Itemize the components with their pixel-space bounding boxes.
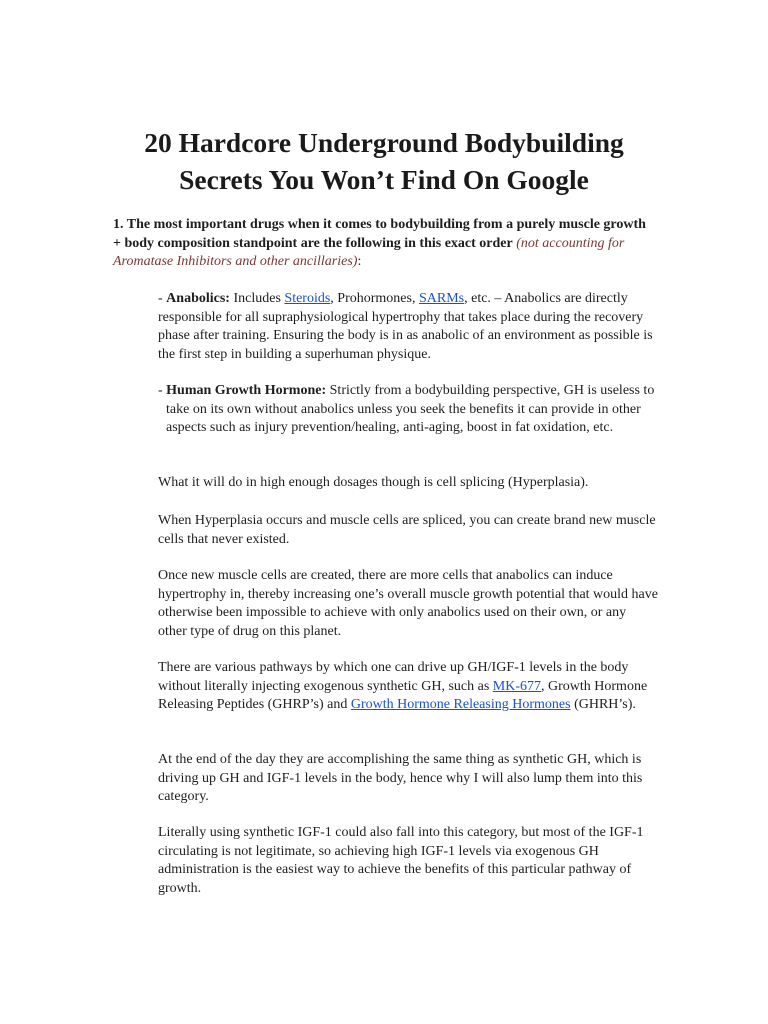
hgh-text: Strictly from a bodybuilding perspective, GH is useless to take on its own without anabolics unless you seek the benefits it can provide in other aspects such as injury prevention/healing, anti-aging, boost in fat oxidation, etc. [166, 383, 655, 435]
anabolics-text-1: Includes [229, 291, 285, 306]
hgh-term: Human Growth Hormone: [166, 383, 327, 398]
spliced-cells-paragraph: When Hyperplasia occurs and muscle cells are spliced, you can create brand new muscle cells that never existed. [158, 513, 656, 547]
anabolics-term: Anabolics: [166, 291, 230, 306]
anabolics-text-2: , Prohormones, [330, 291, 419, 306]
title-line-2: Secrets You Won’t Find On Google [179, 164, 589, 195]
sarms-link[interactable]: SARMs [418, 291, 465, 306]
pathways-paragraph [158, 659, 658, 715]
anabolics-paragraph [158, 290, 658, 364]
mk677-link[interactable]: MK-677 [492, 678, 542, 694]
new-cells-paragraph: Once new muscle cells are created, there are more cells that anabolics can induce hypertrophy in, thereby increasing one’s overall muscle growth potential that would have otherwise been impossible to achieve with only anabolics used on their own, or any other type of drug on this planet. [158, 568, 658, 639]
pathways-text-2: , Growth Hormone Releasing Peptides (GHRP’s) and [158, 678, 648, 712]
intro-end: : [357, 254, 362, 269]
igf1-paragraph: Literally using synthetic IGF-1 could also fall into this category, but most of the IGF-1 circulating is not legitimate, so achieving high IGF-1 levels via exogenous GH administration is the easiest way to achieve the benefits of this particular pathway of growth. [158, 825, 644, 896]
anabolics-dash: - [158, 291, 167, 306]
intro-paragraph [113, 216, 653, 272]
same-thing-paragraph: At the end of the day they are accomplishing the same thing as synthetic GH, which is driving up GH and IGF-1 levels in the body, hence why I will also lump them into this category. [158, 752, 643, 804]
title-line-1: 20 Hardcore Underground Bodybuilding [144, 127, 624, 158]
steroids-link[interactable]: Steroids [284, 291, 331, 306]
intro-note: (not accounting for Aromatase Inhibitors and other ancillaries) [113, 235, 625, 269]
hyperplasia-paragraph: What it will do in high enough dosages though is cell splicing (Hyperplasia). [158, 475, 589, 490]
anabolics-text-3: , etc. – Anabolics are directly responsible for all supraphysiological hypertrophy that takes place during the recovery phase after training. Ensuring the body is in as anabolic of an environment as possible is the first step in building a superhuman physique. [158, 291, 653, 362]
document-title [100, 124, 668, 198]
intro-lead: 1. The most important drugs when it comes to bodybuilding from a purely muscle growth + body composition standpoint are the following in this exact order [113, 217, 646, 251]
pathways-text-1: There are various pathways by which one can drive up GH/IGF-1 levels in the body without literally injecting exogenous synthetic GH, such as [158, 660, 629, 694]
hgh-dash: - [158, 383, 167, 398]
pathways-text-3: (GHRH’s). [570, 697, 636, 712]
hgh-paragraph [158, 382, 666, 438]
ghrh-link[interactable]: Growth Hormone Releasing Hormones [350, 697, 571, 712]
